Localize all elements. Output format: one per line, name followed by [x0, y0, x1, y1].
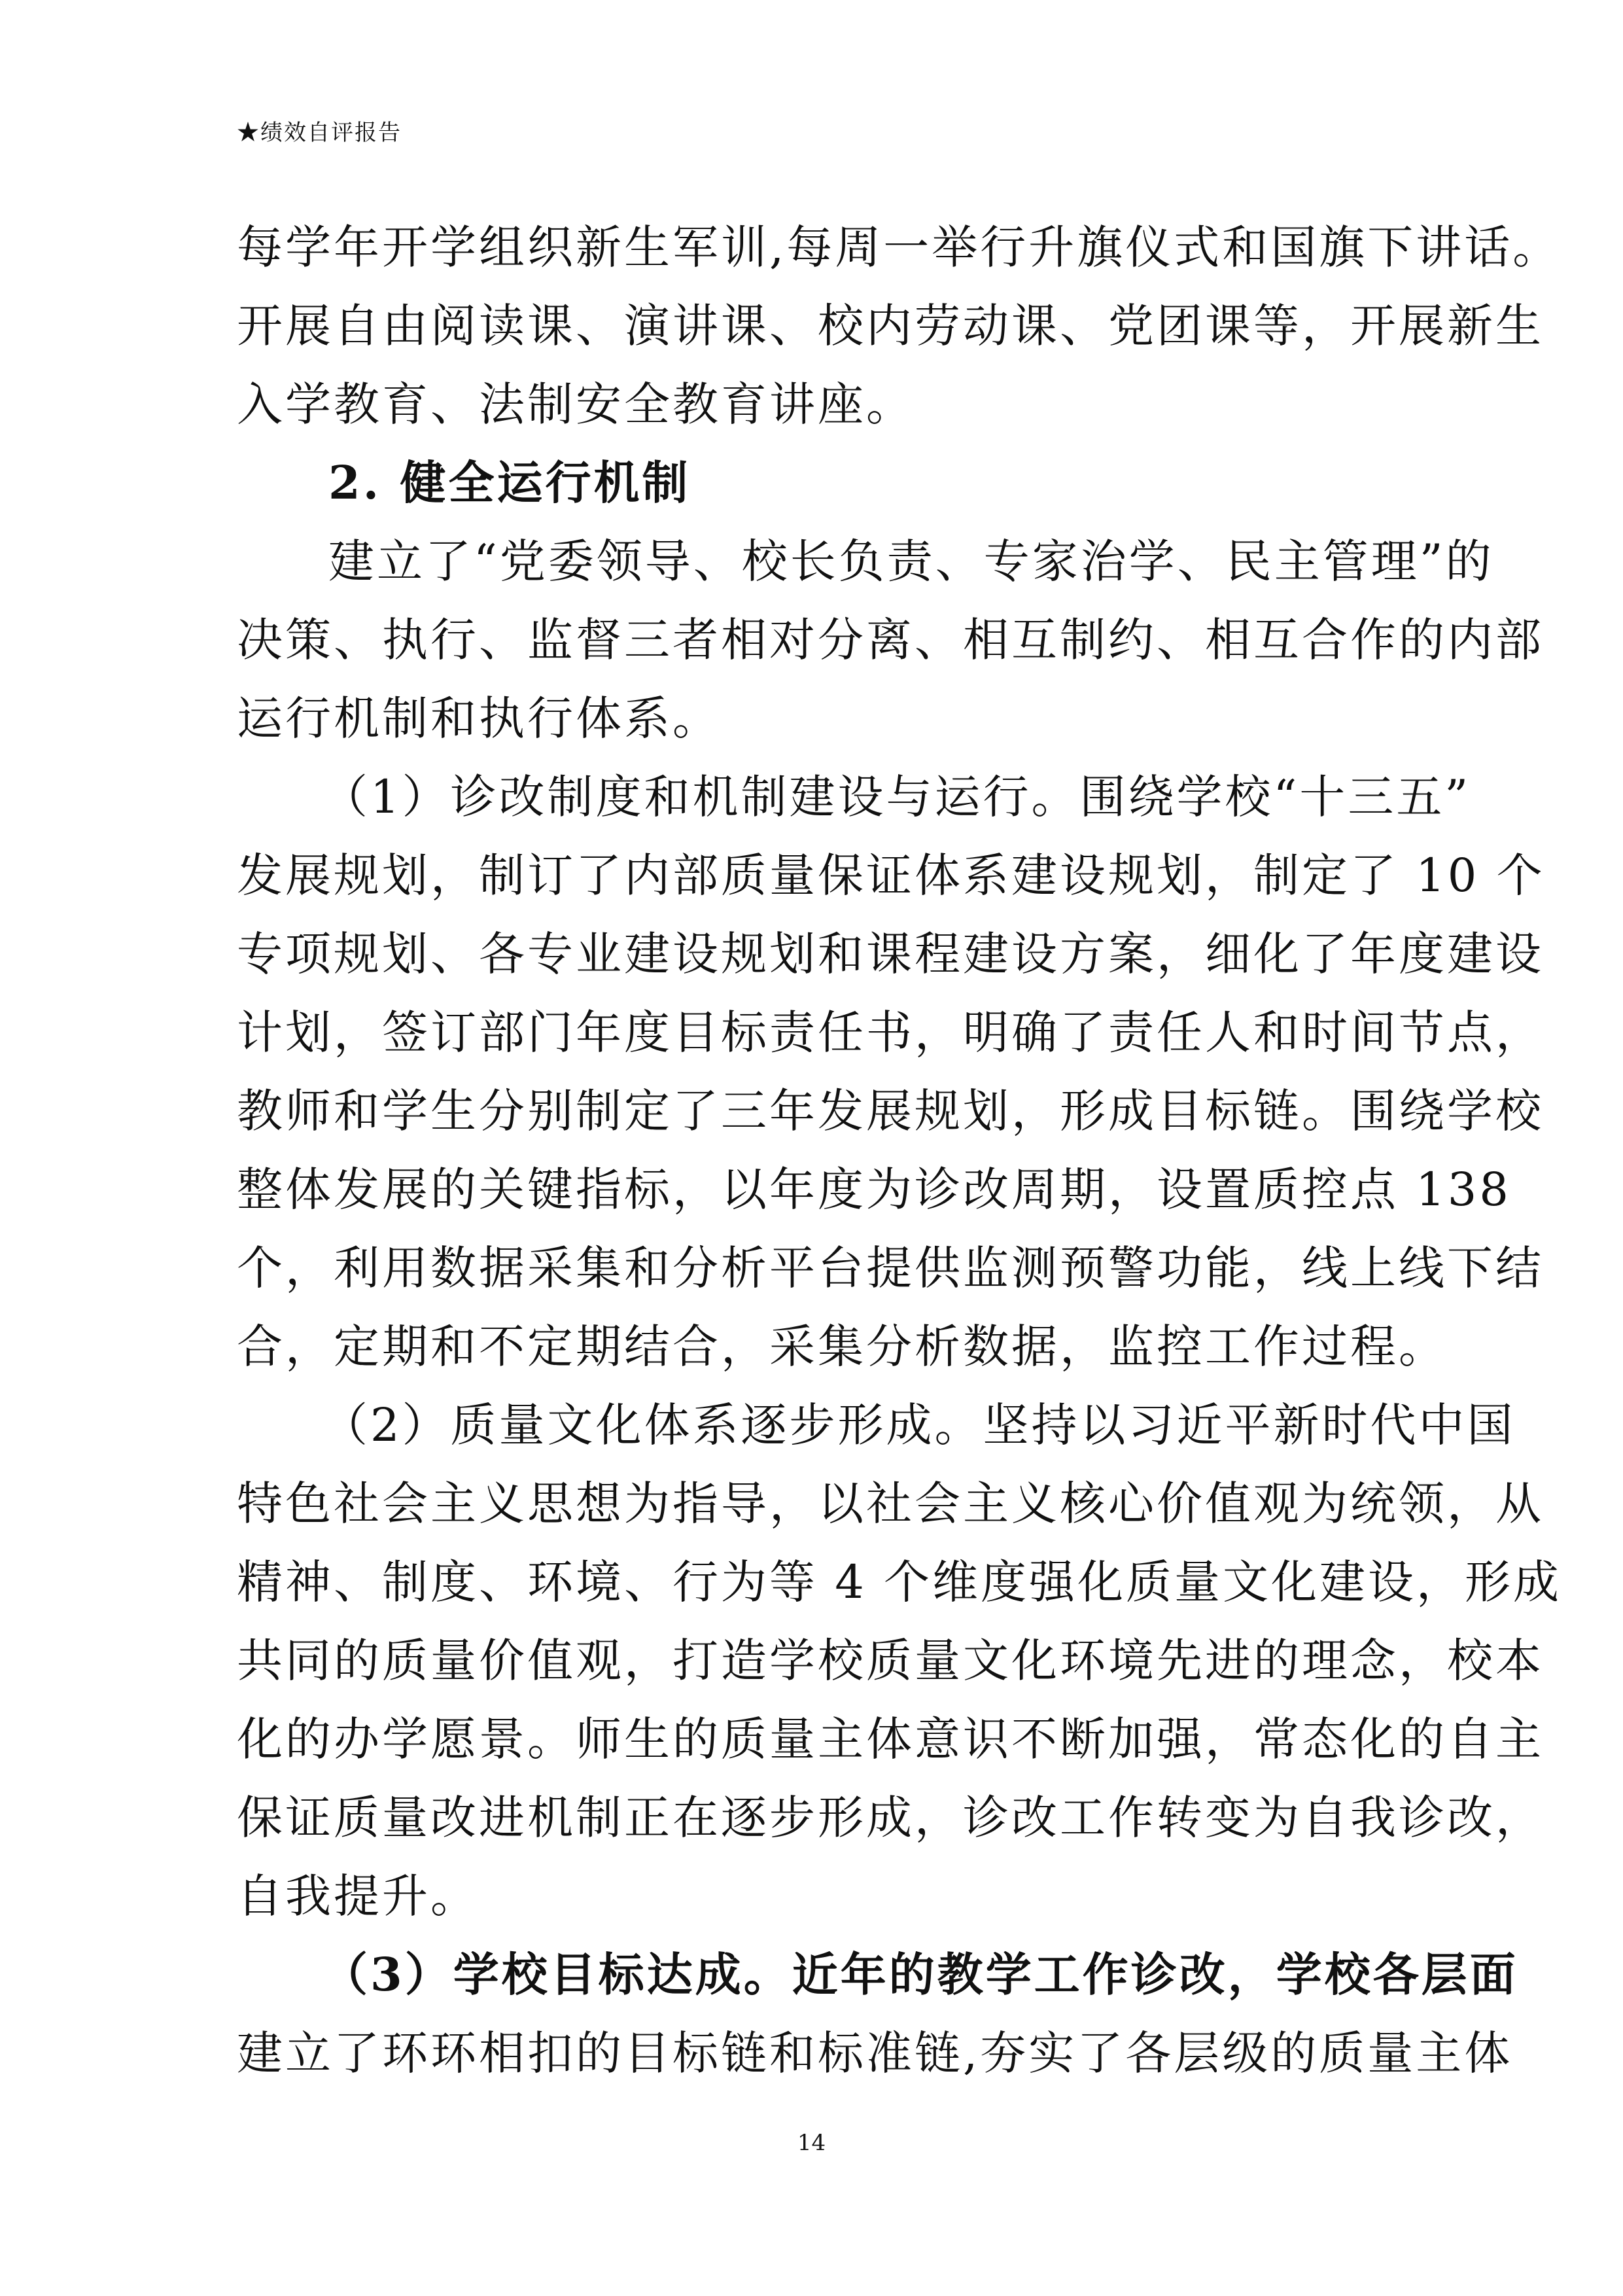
- text-line: 每学年开学组织新生军训,每周一举行升旗仪式和国旗下讲话。: [237, 221, 1562, 274]
- text-line: 开展自由阅读课、演讲课、校内劳动课、党团课等，开展新生: [237, 299, 1544, 353]
- text-line: 自我提升。: [237, 1869, 479, 1923]
- text-line: 专项规划、各专业建设规划和课程建设方案，细化了年度建设: [237, 927, 1544, 981]
- report-header: ★绩效自评报告: [237, 120, 402, 146]
- section-heading: 2. 健全运行机制: [328, 455, 691, 510]
- text-line: 发展规划，制订了内部质量保证体系建设规划，制定了 10 个: [237, 849, 1545, 902]
- text-line: 特色社会主义思想为指导，以社会主义核心价值观为统领，从: [237, 1477, 1544, 1530]
- text-line: 个，利用数据采集和分析平台提供监测预警功能，线上线下结: [237, 1241, 1544, 1295]
- text-line: 决策、执行、监督三者相对分离、相互制约、相互合作的内部: [237, 613, 1544, 667]
- text-line: 运行机制和执行体系。: [237, 692, 721, 745]
- text-line: （2）质量文化体系逐步形成。坚持以习近平新时代中国: [322, 1398, 1516, 1452]
- text-line: 整体发展的关键指标，以年度为诊改周期，设置质控点 138: [237, 1163, 1511, 1216]
- page-number: 14: [797, 2130, 826, 2156]
- text-line: 建立了环环相扣的目标链和标准链,夯实了各层级的质量主体: [237, 2026, 1513, 2080]
- text-line: 合，定期和不定期结合，采集分析数据，监控工作过程。: [237, 1320, 1447, 1373]
- text-line: 共同的质量价值观，打造学校质量文化环境先进的理念，校本: [237, 1634, 1544, 1687]
- text-line: 入学教育、法制安全教育讲座。: [237, 378, 915, 431]
- text-line: 教师和学生分别制定了三年发展规划，形成目标链。围绕学校: [237, 1084, 1544, 1138]
- text-line: （3）学校目标达成。近年的教学工作诊改，学校各层面: [322, 1947, 1518, 2002]
- text-line: 计划，签订部门年度目标责任书，明确了责任人和时间节点，: [237, 1006, 1544, 1059]
- text-line: 建立了“党委领导、校长负责、专家治学、民主管理”的: [328, 535, 1494, 588]
- text-line: （1）诊改制度和机制建设与运行。围绕学校“十三五”: [322, 770, 1471, 824]
- text-line: 保证质量改进机制正在逐步形成，诊改工作转变为自我诊改，: [237, 1791, 1544, 1845]
- document-body: [237, 208, 1562, 2093]
- text-line: 化的办学愿景。师生的质量主体意识不断加强，常态化的自主: [237, 1712, 1544, 1766]
- text-line: 精神、制度、环境、行为等 4 个维度强化质量文化建设，形成: [237, 1555, 1562, 1609]
